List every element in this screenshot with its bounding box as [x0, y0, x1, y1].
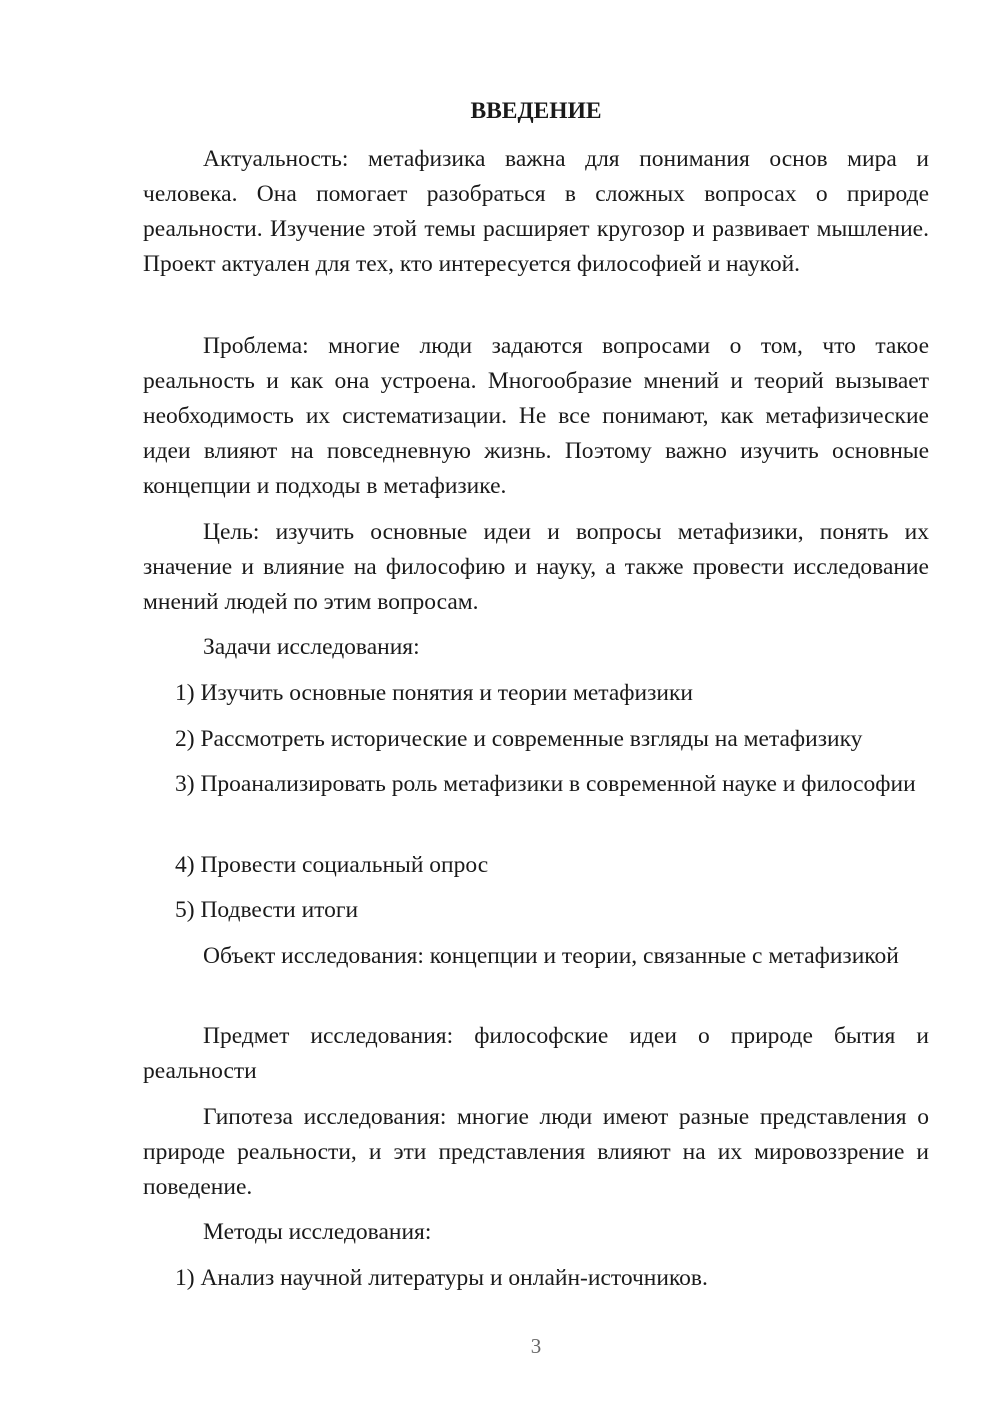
- task-item: 2) Рассмотреть исторические и современные взгляды на метафизику: [175, 726, 863, 752]
- tasks-title-block: [143, 630, 929, 665]
- task-item: 4) Провести социальный опрос: [175, 852, 489, 878]
- task-item-block: [143, 848, 929, 883]
- task-item: 1) Изучить основные понятия и теории метафизики: [175, 680, 693, 706]
- task-item: 5) Подвести итоги: [175, 897, 359, 923]
- page-number: 3: [530, 1334, 542, 1358]
- goal-paragraph-block: [143, 515, 929, 620]
- goal-paragraph: Цель: изучить основные идеи и вопросы метафизики, понять их значение и влияние на философию и науку, а также провести исследование мнений людей по этим вопросам.: [143, 519, 929, 615]
- methods-title-block: [143, 1215, 929, 1250]
- tasks-title: Задачи исследования:: [203, 634, 420, 660]
- problem-paragraph: Проблема: многие люди задаются вопросами о том, что такое реальность и как она устроена. Многообразие мнений и теорий вызывает необходимость их систематизации. Не все понимают, как метафизические идеи влияют на повседневную жизнь. Поэтому важно изучить основные концепции и подходы в метафизике.: [143, 333, 929, 499]
- method-item: 1) Анализ научной литературы и онлайн-источников.: [175, 1265, 708, 1291]
- task-item-block: [143, 676, 929, 711]
- subject-paragraph: Предмет исследования: философские идеи о природе бытия и реальности: [143, 1023, 929, 1084]
- subject-paragraph-block: [143, 1019, 929, 1089]
- method-item-block: [143, 1261, 929, 1296]
- section-heading: ВВЕДЕНИЕ: [470, 98, 602, 124]
- relevance-paragraph-block: [143, 142, 929, 282]
- task-item-block: [143, 893, 929, 928]
- task-item: 3) Проанализировать роль метафизики в современной науке и философии: [175, 771, 916, 797]
- object-paragraph: Объект исследования: концепции и теории, связанные с метафизикой: [203, 943, 899, 969]
- relevance-paragraph: Актуальность: метафизика важна для понимания основ мира и человека. Она помогает разобраться в сложных вопросах о природе реальности. Изучение этой темы расширяет кругозор и развивает мышление. Проект актуален для тех, кто интересуется философией и наукой.: [143, 146, 929, 277]
- task-item-block: [143, 767, 929, 802]
- task-item-block: [143, 722, 929, 757]
- methods-title: Методы исследования:: [203, 1219, 432, 1245]
- object-paragraph-block: [143, 939, 929, 974]
- hypothesis-paragraph: Гипотеза исследования: многие люди имеют разные представления о природе реальности, и эти представления влияют на их мировоззрение и поведение.: [143, 1104, 929, 1200]
- hypothesis-paragraph-block: [143, 1100, 929, 1205]
- problem-paragraph-block: [143, 329, 929, 504]
